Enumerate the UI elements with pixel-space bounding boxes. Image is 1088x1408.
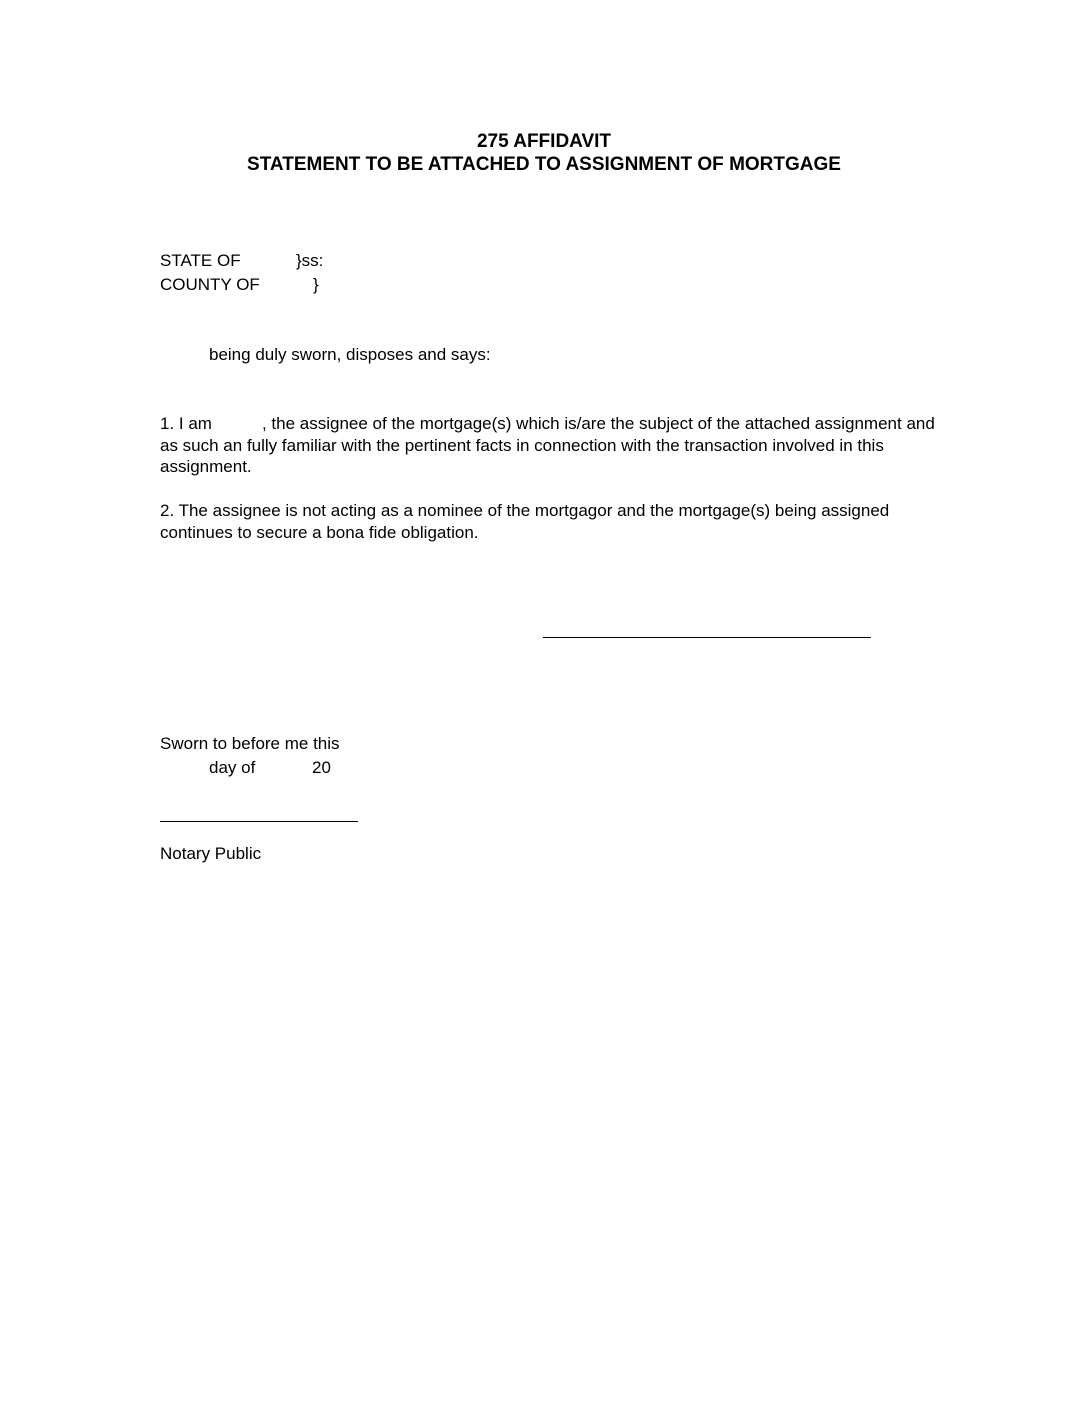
document-subtitle: STATEMENT TO BE ATTACHED TO ASSIGNMENT OF MORTGAGE (247, 154, 841, 175)
sworn-statement-intro: being duly sworn, disposes and says: (209, 345, 491, 364)
jurat-day-of: day of (209, 758, 256, 777)
notary-public-label: Notary Public (160, 844, 262, 863)
paragraph-1 (160, 413, 940, 478)
county-label: COUNTY OF (160, 275, 260, 294)
notary-signature-line (160, 821, 358, 822)
paragraph-1-rest: , the assignee of the mortgage(s) which is/are the subject of the attached assignment and as such an fully familiar with the pertinent facts in connection with the transaction involved in this assignment. (160, 414, 935, 476)
document-title: 275 AFFIDAVIT (476, 131, 612, 152)
state-ss-bracket: }ss: (296, 251, 324, 270)
state-label: STATE OF (160, 251, 241, 270)
jurat-sworn-text: Sworn to before me this (160, 734, 340, 753)
paragraph-2: 2. The assignee is not acting as a nominee of the mortgagor and the mortgage(s) being assigned continues to secure a bona fide obligation. (160, 501, 890, 542)
signature-line (543, 637, 871, 638)
county-bracket: } (313, 275, 319, 294)
jurat-year: 20 (312, 758, 331, 777)
paragraph-1-start: 1. I am (160, 414, 212, 433)
